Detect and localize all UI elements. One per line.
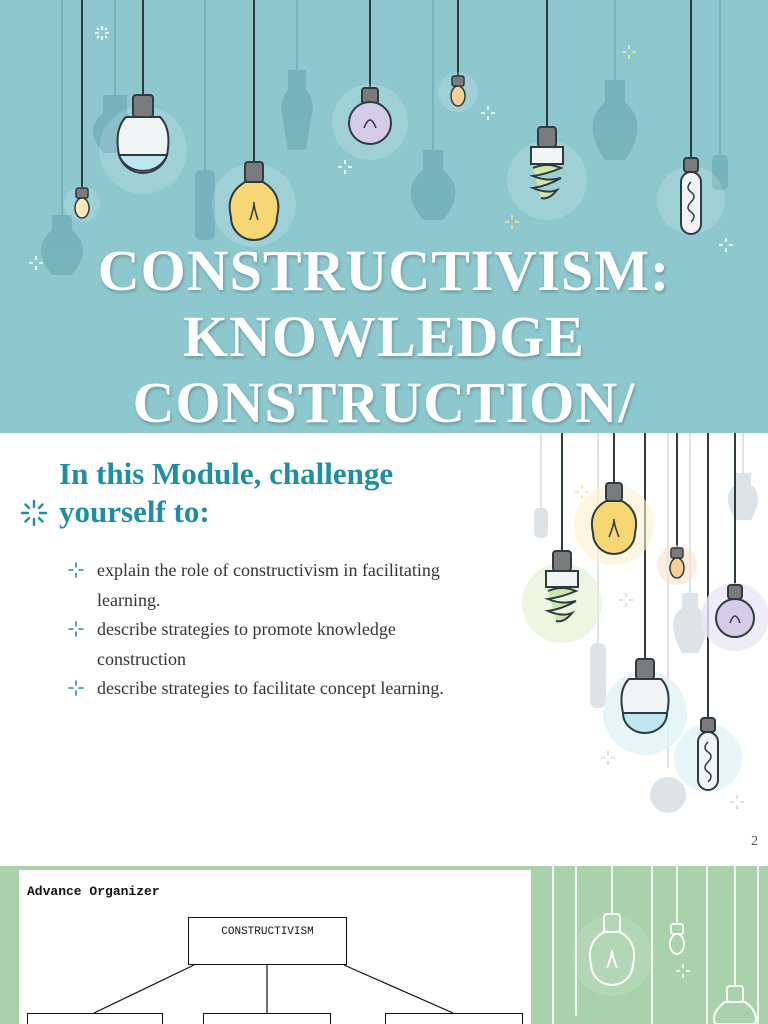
objective-text: describe strategies to facilitate concept learning. bbox=[97, 678, 444, 698]
slide-title bbox=[0, 238, 768, 433]
title-slide bbox=[0, 0, 768, 433]
page-number: 2 bbox=[751, 834, 758, 849]
objectives-list bbox=[68, 556, 468, 704]
child-node bbox=[27, 1013, 163, 1024]
organizer-title: Advance Organizer bbox=[27, 884, 160, 899]
bullet-sparkle-icon bbox=[68, 562, 84, 578]
child-node bbox=[203, 1013, 331, 1024]
list-item bbox=[68, 674, 468, 704]
list-item bbox=[68, 556, 468, 615]
bullet-sparkle-icon bbox=[68, 621, 84, 637]
advance-organizer-slide bbox=[0, 866, 768, 1024]
light-bulb-icon bbox=[701, 583, 768, 651]
objectives-slide bbox=[0, 433, 768, 865]
list-item bbox=[68, 615, 468, 674]
objective-text: explain the role of constructivism in facilitating learning. bbox=[97, 560, 440, 610]
light-bulb-icon bbox=[212, 162, 296, 247]
title-line: CONSTRUCTIVISM: bbox=[97, 238, 671, 303]
sparkle-icon bbox=[20, 499, 48, 527]
light-bulb-icon bbox=[64, 186, 100, 222]
organizer-sheet bbox=[19, 870, 531, 1024]
light-bulb-icon bbox=[574, 483, 654, 565]
objective-text: describe strategies to promote knowledge construction bbox=[97, 619, 396, 669]
light-bulb-icon bbox=[714, 986, 756, 1024]
light-bulb-icon bbox=[657, 545, 697, 585]
title-line: KNOWLEDGE bbox=[182, 304, 586, 369]
light-bulb-icon bbox=[522, 551, 602, 643]
module-heading: In this Module, challenge yourself to: bbox=[59, 456, 394, 529]
bullet-sparkle-icon bbox=[68, 680, 84, 696]
light-bulb-icon bbox=[507, 127, 587, 220]
light-bulb-icon bbox=[572, 914, 652, 996]
title-line: CONSTRUCTION/ bbox=[132, 370, 636, 433]
light-bulb-icon bbox=[674, 718, 742, 792]
light-bulb-icon bbox=[438, 72, 478, 112]
root-node: CONSTRUCTIVISM bbox=[188, 917, 347, 965]
light-bulb-icon bbox=[332, 84, 408, 160]
light-bulb-icon bbox=[670, 924, 684, 954]
light-bulb-icon bbox=[603, 659, 687, 755]
child-node bbox=[385, 1013, 523, 1024]
